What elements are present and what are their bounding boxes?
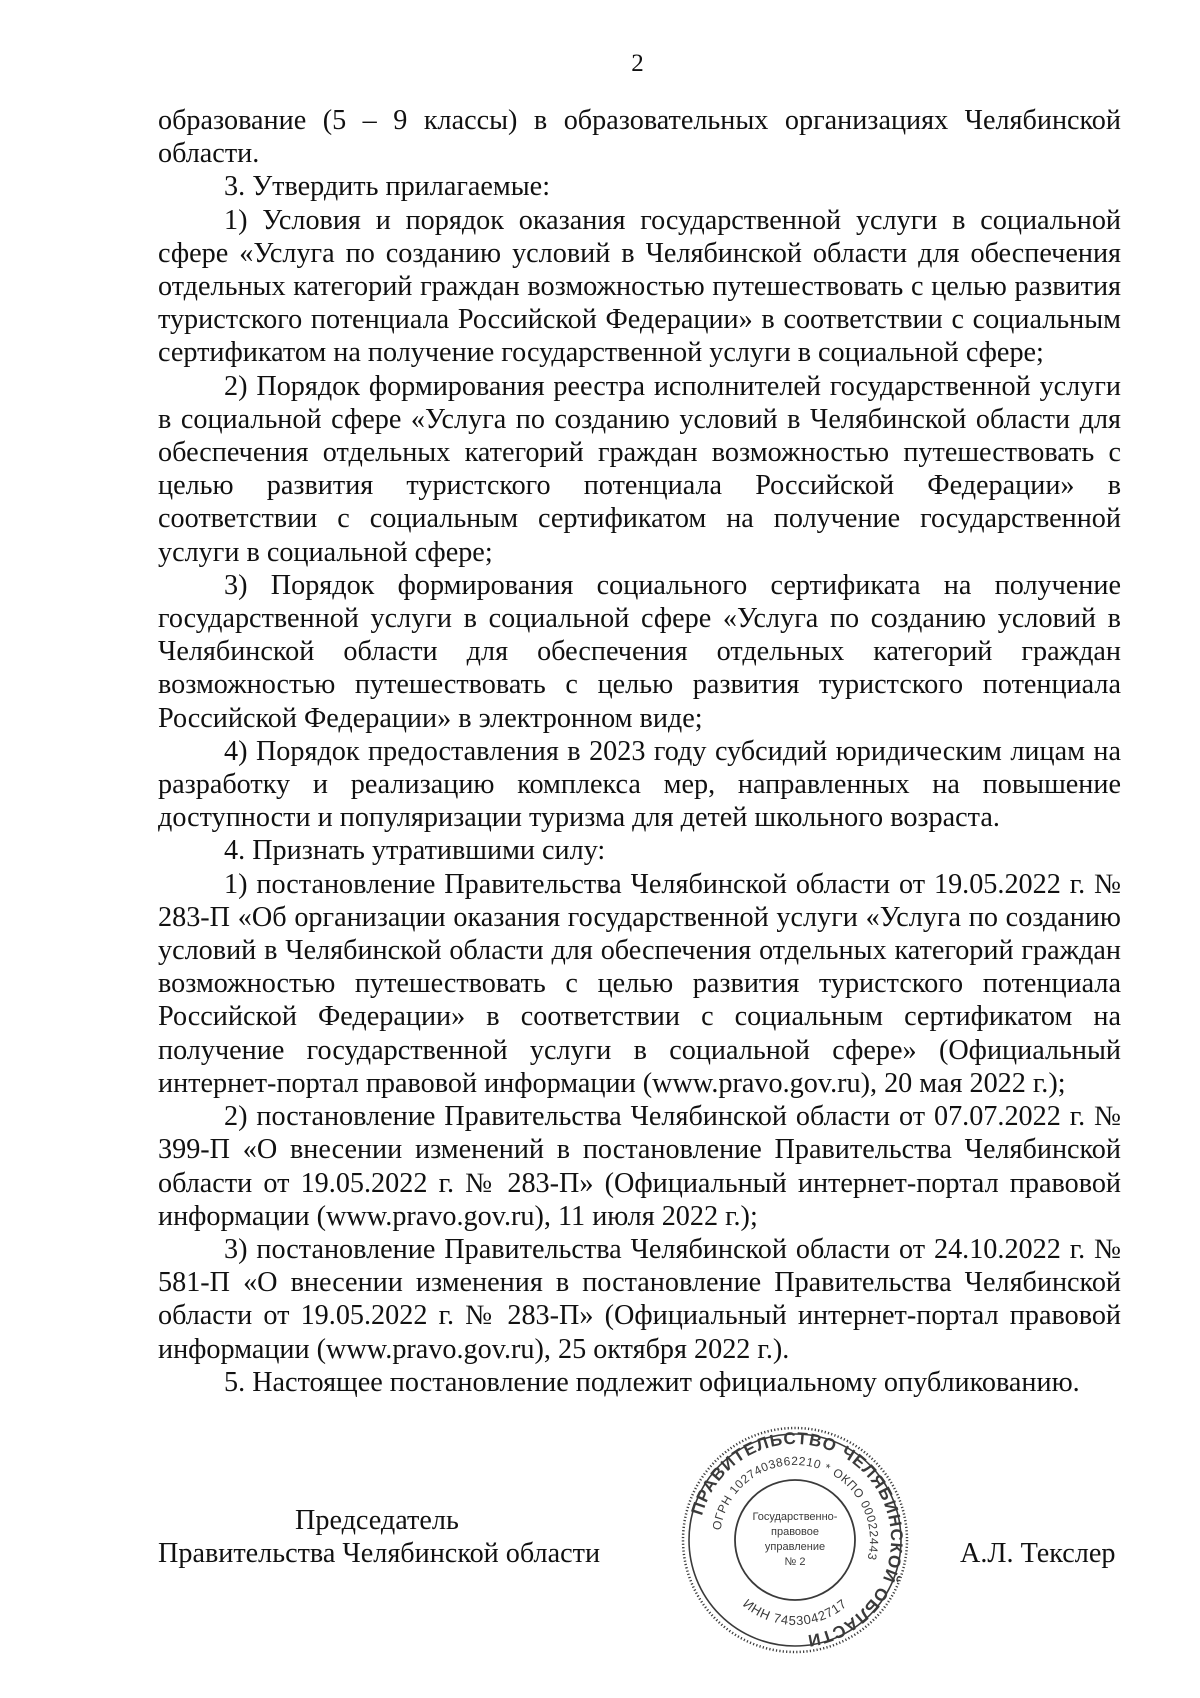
paragraph-item-3-1: 1) Условия и порядок оказания государственной услуги в социальной сфере «Услуга по созданию условий в Челябинской области для обеспечения отдельных категорий граждан возможностью путешествовать с целью развития туристского потенциала Российской Федерации» в соответствии с социальным сертификатом на получение государственной услуги в социальной сфере; [158, 204, 1121, 369]
page-number: 2 [631, 50, 644, 77]
signatory-name: А.Л. Текслер [960, 1538, 1116, 1569]
paragraph-continuation: образование (5 – 9 классы) в образовательных организациях Челябинской области. [158, 105, 1121, 170]
seal-inner-ring [735, 1480, 855, 1600]
document-body [158, 104, 1121, 1399]
seal-inn-text-path: ИНН 7453042717 [740, 1595, 850, 1629]
seal-outer-text-path: ПРАВИТЕЛЬСТВО ЧЕЛЯБИНСКОЙ ОБЛАСТИ [687, 1428, 907, 1651]
paragraph-item-3-4: 4) Порядок предоставления в 2023 году субсидий юридическим лицам на разработку и реализацию комплекса мер, направленных на повышение доступности и популяризации туризма для детей школьного возраста. [158, 735, 1121, 834]
paragraph-item-4-1: 1) постановление Правительства Челябинской области от 19.05.2022 г. № 283-П «Об организации оказания государственной услуги «Услуга по созданию условий в Челябинской области для обеспечения отдельных категорий граждан возможностью путешествовать с целью развития туристского потенциала Российской Федерации» в соответствии с социальным сертификатом на получение государственной услуги в социальной сфере» (Официальный интернет-портал правовой информации (www.pravo.gov.ru), 20 мая 2022 г.); [158, 868, 1121, 1099]
paragraph-item-4-2: 2) постановление Правительства Челябинской области от 07.07.2022 г. № 399-П «О внесении изменений в постановление Правительства Челябинской области от 19.05.2022 г. № 283-П» (Официальный интернет-портал правовой информации (www.pravo.gov.ru), 11 июля 2022 г.); [158, 1101, 1121, 1232]
official-seal [680, 1425, 910, 1655]
seal-ogrn-text-path: ОГРН 1027403862210 * ОКПО 00022443 [709, 1453, 882, 1562]
seal-center-line3: управление [764, 1541, 826, 1553]
seal-center-line2: правовое [771, 1526, 819, 1538]
paragraph-item-3-2: 2) Порядок формирования реестра исполнителей государственной услуги в социальной сфере «Услуга по созданию условий в Челябинской области для обеспечения отдельных категорий граждан возможностью путешествовать с целью развития туристского потенциала Российской Федерации» в соответствии с социальным сертификатом на получение государственной услуги в социальной сфере; [158, 370, 1121, 568]
signatory-title-line2: Правительства Челябинской области [158, 1538, 601, 1570]
paragraph-item-3: 3. Утвердить прилагаемые: [224, 171, 551, 203]
paragraph-item-3-3: 3) Порядок формирования социального сертификата на получение государственной услуги в социальной сфере «Услуга по созданию условий в Челябинской области для обеспечения отдельных категорий граждан возможностью путешествовать с целью развития туристского потенциала Российской Федерации» в электронном виде; [158, 569, 1121, 734]
paragraph-item-5: 5. Настоящее постановление подлежит официальному опубликованию. [224, 1366, 1080, 1398]
seal-center-text [753, 1511, 838, 1568]
paragraph-item-4: 4. Признать утратившими силу: [224, 835, 606, 867]
paragraph-item-4-3: 3) постановление Правительства Челябинской области от 24.10.2022 г. № 581-П «О внесении изменения в постановление Правительства Челябинской области от 19.05.2022 г. № 283-П» (Официальный интернет-портал правовой информации (www.pravo.gov.ru), 25 октября 2022 г.). [158, 1233, 1121, 1365]
seal-center-line4: № 2 [784, 1556, 806, 1568]
seal-graphic [680, 1425, 910, 1655]
signatory-title-line1: Председатель [295, 1505, 459, 1536]
seal-center-line1: Государственно- [752, 1511, 838, 1523]
signatory-title [158, 1504, 600, 1570]
